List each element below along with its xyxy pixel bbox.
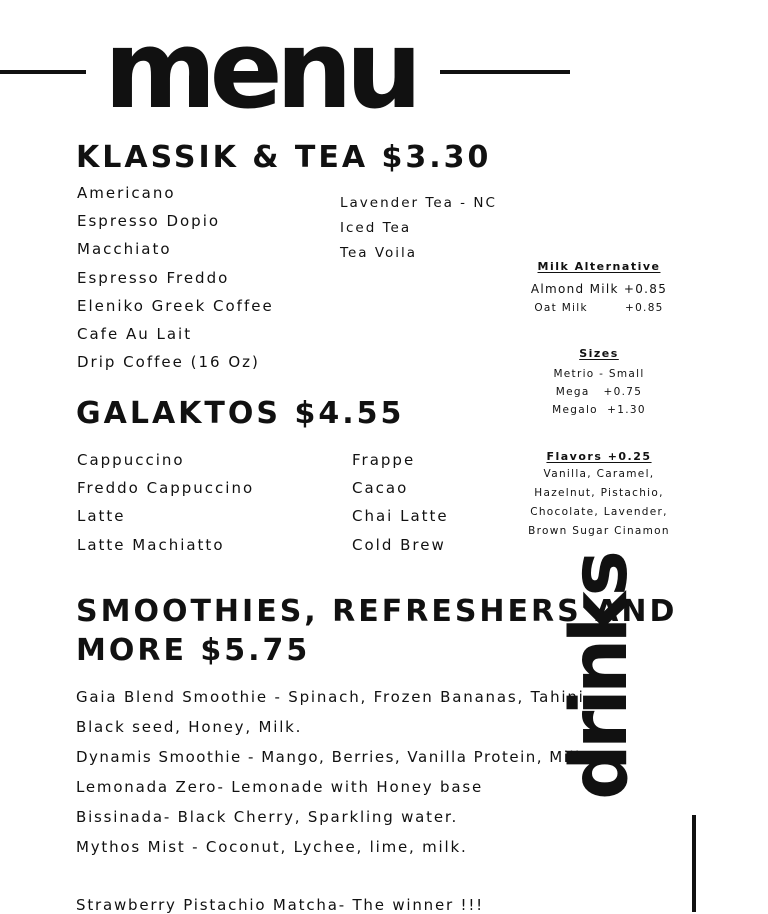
list-item: Espresso Freddo xyxy=(77,268,230,287)
galaktos-heading: GALAKTOS $4.55 xyxy=(76,396,405,431)
smoothie-item: Dynamis Smoothie - Mango, Berries, Vanilla Protein, Milk xyxy=(76,748,586,766)
list-item: Latte Machiatto xyxy=(77,535,225,554)
flavor-line: Chocolate, Lavender, xyxy=(530,506,668,518)
flavor-line: Vanilla, Caramel, xyxy=(543,468,655,480)
sizes-block xyxy=(520,347,678,416)
smoothies-heading-line1: SMOOTHIES, REFRESHERS AND xyxy=(76,594,678,629)
drinks-vertical-rule xyxy=(692,815,696,912)
menu-title: menu xyxy=(104,8,416,133)
list-item: Cacao xyxy=(352,479,409,498)
list-item: Macchiato xyxy=(77,240,172,259)
list-item: Espresso Dopio xyxy=(77,212,221,231)
list-item: Cafe Au Lait xyxy=(77,324,193,343)
smoothie-item: Black seed, Honey, Milk. xyxy=(76,718,303,736)
smoothie-item: Lemonada Zero- Lemonade with Honey base xyxy=(76,778,483,796)
size-option: Mega +0.75 xyxy=(555,386,643,398)
list-item: Latte xyxy=(77,507,126,526)
list-item: Frappe xyxy=(352,451,416,469)
klassik-list-right xyxy=(340,195,497,270)
featured-item: Strawberry Pistachio Matcha- The winner !!! xyxy=(76,896,484,914)
flavor-line: Brown Sugar Cinamon xyxy=(528,525,670,537)
header-rule-left xyxy=(0,70,86,74)
list-item: Eleniko Greek Coffee xyxy=(77,296,274,315)
list-item: Lavender Tea - NC xyxy=(340,195,497,211)
klassik-heading: KLASSIK & TEA $3.30 xyxy=(76,140,492,175)
smoothie-item: Gaia Blend Smoothie - Spinach, Frozen Bananas, Tahini, xyxy=(76,688,592,706)
milk-alternative-heading: Milk Alternative xyxy=(537,260,661,273)
milk-option: Almond Milk +0.85 xyxy=(530,282,668,296)
flavor-line: Hazelnut, Pistachio, xyxy=(534,487,664,499)
flavors-block xyxy=(520,450,678,537)
list-item: Tea Voila xyxy=(340,245,418,261)
milk-alternative-block xyxy=(520,260,678,314)
galaktos-list-right xyxy=(352,451,449,564)
smoothie-item: Bissinada- Black Cherry, Sparkling water. xyxy=(76,808,459,826)
list-item: Drip Coffee (16 Oz) xyxy=(77,353,260,372)
header-rule-right xyxy=(440,70,570,74)
smoothies-heading-line2: MORE $5.75 xyxy=(76,633,311,668)
list-item: Chai Latte xyxy=(352,507,449,526)
smoothie-item: Mythos Mist - Coconut, Lychee, lime, milk. xyxy=(76,838,468,856)
list-item: Cappuccino xyxy=(77,451,185,469)
drinks-side-label: drinks xyxy=(555,555,645,800)
size-option: Megalo +1.30 xyxy=(552,404,646,416)
list-item: Americano xyxy=(77,184,176,202)
klassik-list-left xyxy=(77,184,274,381)
sizes-heading: Sizes xyxy=(579,347,619,360)
milk-option: Oat Milk +0.85 xyxy=(534,302,664,314)
list-item: Cold Brew xyxy=(352,535,446,554)
list-item: Iced Tea xyxy=(340,220,412,236)
flavors-heading: Flavors +0.25 xyxy=(546,450,652,463)
size-option: Metrio - Small xyxy=(553,368,645,380)
list-item: Freddo Cappuccino xyxy=(77,479,255,498)
galaktos-list-left xyxy=(77,451,254,564)
